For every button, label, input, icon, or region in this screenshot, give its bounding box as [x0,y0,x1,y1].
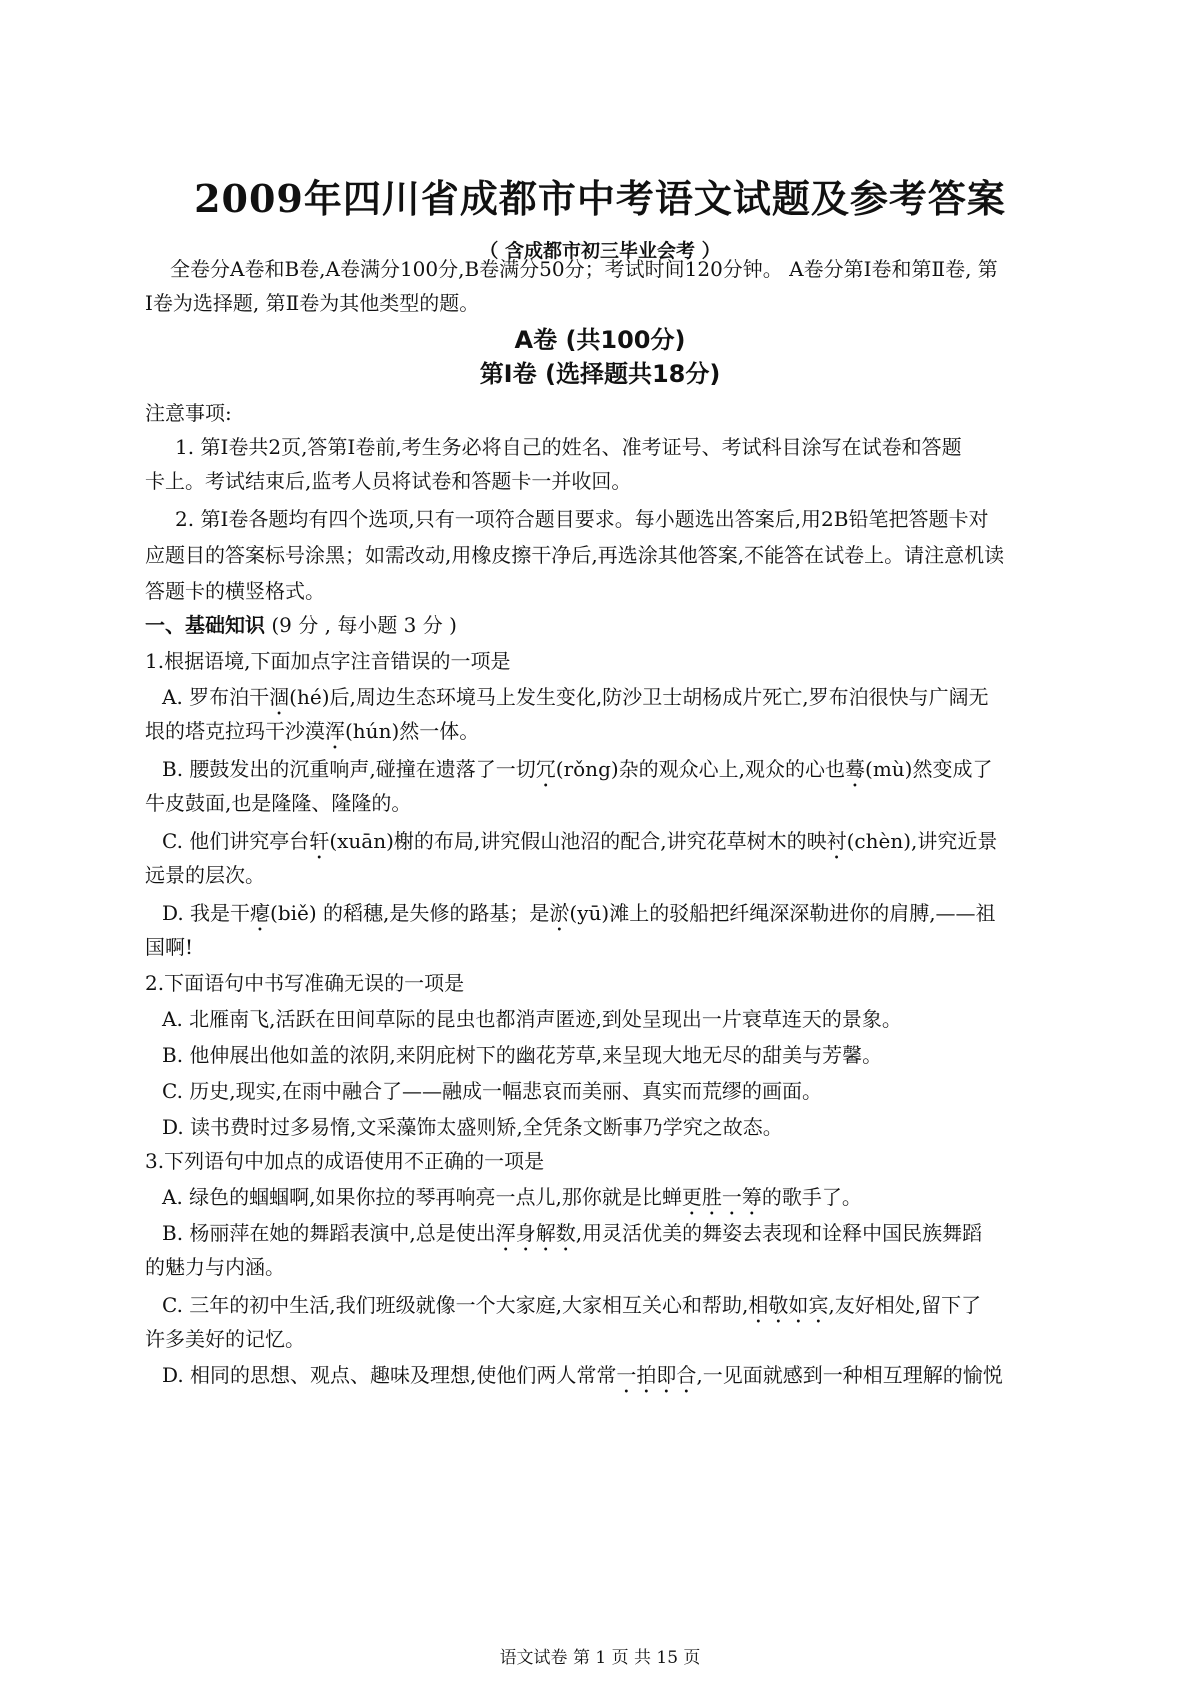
q1-d-dotted-char-2: 淤 [549,901,570,925]
q3-b-text-1: B. 杨丽萍在她的舞蹈表演中,总是使出 [162,1221,496,1245]
q1-b-text-2: (rǒng)杂的观众心上,观众的心也 [555,757,846,781]
q1-a-text-4: (hún)然一体。 [345,719,480,743]
q1-c-text-3: (chèn),讲究近景 [846,829,998,853]
q1-a-dotted-char-2: 浑 [325,719,345,743]
q1-option-b-line-2: 牛皮鼓面,也是隆隆、隆隆的。 [145,791,412,815]
q1-b-dotted-char-2: 蓦 [845,757,866,781]
q3-a-text-2: 的歌手了。 [761,1185,862,1209]
intro-line-1: 全卷分A卷和B卷,A卷满分100分,B卷满分50分；考试时间120分钟。 A卷分第Ⅰ卷和第Ⅱ卷, 第 [170,257,998,281]
page-title: 2009年四川省成都市中考语文试题及参考答案 [194,176,1006,221]
q3-d-dotted-idiom: 一拍即合 [616,1363,697,1387]
q3-d-text-1: D. 相同的思想、观点、趣味及理想,使他们两人常常 [162,1363,617,1387]
q3-option-d [162,1356,1080,1398]
section-1-heading: 一、基础知识 [145,613,265,637]
q3-option-b-line-2: 的魅力与内涵。 [145,1255,285,1279]
q2-option-c: C. 历史,现实,在雨中融合了——融成一幅悲哀而美丽、真实而荒缪的画面。 [162,1079,823,1103]
q1-option-a-line-2 [145,712,1063,754]
q1-b-text-1: B. 腰鼓发出的沉重响声,碰撞在遗落了一切 [162,757,536,781]
notice-label: 注意事项: [145,401,232,425]
notice-2-line-3: 答题卡的横竖格式。 [145,579,325,603]
q3-a-text-1: A. 绿色的蝈蝈啊,如果你拉的琴再响亮一点儿,那你就是比蝉 [162,1185,682,1209]
intro-line-2: Ⅰ卷为选择题, 第Ⅱ卷为其他类型的题。 [145,291,480,315]
part-1-heading: 第Ⅰ卷 (选择题共18分) [479,360,721,388]
q2-option-b: B. 他伸展出他如盖的浓阴,来阴庇树下的幽花芳草,来呈现大地无尽的甜美与芳馨。 [162,1043,883,1067]
q3-c-text-2: ,友好相处,留下了 [828,1293,982,1317]
q1-b-dotted-char-1: 冗 [535,757,556,781]
q3-stem: 3.下列语句中加点的成语使用不正确的一项是 [145,1149,545,1173]
q1-stem: 1.根据语境,下面加点字注音错误的一项是 [145,649,511,673]
q1-c-dotted-char-1: 轩 [309,829,330,853]
q1-d-text-1: D. 我是干 [162,901,251,925]
q1-a-text-3: 垠的塔克拉玛干沙漠 [145,719,325,743]
q2-option-d: D. 读书费时过多易惰,文采藻饰太盛则矫,全凭条文断事乃学究之故态。 [162,1115,783,1139]
q3-b-dotted-idiom: 浑身解数 [495,1221,576,1245]
q3-c-dotted-idiom: 相敬如宾 [748,1293,829,1317]
q1-c-text-2: (xuān)榭的布局,讲究假山池沼的配合,讲究花草树木的映 [329,829,827,853]
section-1-heading-line [145,606,1063,644]
notice-1-line-1: 1. 第Ⅰ卷共2页,答第Ⅰ卷前,考生务必将自己的姓名、准考证号、考试科目涂写在试卷和答题 [175,435,962,459]
q3-option-c-line-2: 许多美好的记忆。 [145,1327,305,1351]
notice-2-line-1: 2. 第Ⅰ卷各题均有四个选项,只有一项符合题目要求。每小题选出答案后,用2B铅笔把答题卡对 [175,507,989,531]
page-footer: 语文试卷 第 1 页 共 15 页 [499,1648,701,1668]
page-subtitle: （ 含成都市初三毕业会考 ） [479,240,721,262]
q3-d-text-2: ,一见面就感到一种相互理解的愉悦 [696,1363,1003,1387]
q1-d-text-3: (yū)滩上的驳船把纤绳深深勒进你的肩膊,——祖 [569,901,996,925]
q1-d-dotted-char-1: 瘪 [250,901,271,925]
section-1-note: (9 分 , 每小题 3 分 ) [265,613,457,637]
part-a-heading: A卷 (共100分) [514,326,686,354]
q1-d-text-2: (biě) 的稻穗,是失修的路基；是 [270,901,550,925]
q1-c-dotted-char-2: 衬 [826,829,847,853]
q1-b-text-3: (mù)然变成了 [865,757,993,781]
notice-1-line-2: 卡上。考试结束后,监考人员将试卷和答题卡一并收回。 [145,469,632,493]
q3-b-text-2: ,用灵活优美的舞姿去表现和诠释中国民族舞蹈 [575,1221,983,1245]
q1-a-dotted-char: 涸 [269,685,290,709]
q1-c-text-1: C. 他们讲究亭台 [162,829,310,853]
q2-option-a: A. 北雁南飞,活跃在田间草际的昆虫也都消声匿迹,到处呈现出一片衰草连天的景象。 [162,1007,902,1031]
q3-c-text-1: C. 三年的初中生活,我们班级就像一个大家庭,大家相互关心和帮助, [162,1293,749,1317]
notice-2-line-2: 应题目的答案标号涂黑；如需改动,用橡皮擦干净后,再选涂其他答案,不能答在试卷上。请注意机读 [145,543,1005,567]
q1-option-c-line-2: 远景的层次。 [145,863,265,887]
q2-stem: 2.下面语句中书写准确无误的一项是 [145,971,465,995]
q3-a-dotted-idiom: 更胜一筹 [681,1185,762,1209]
q1-a-text-1: A. 罗布泊干 [162,685,270,709]
q1-option-d-line-2: 国啊! [145,935,194,959]
q1-a-text-2: (hé)后,周边生态环境马上发生变化,防沙卫士胡杨成片死亡,罗布泊很快与广阔无 [289,685,989,709]
